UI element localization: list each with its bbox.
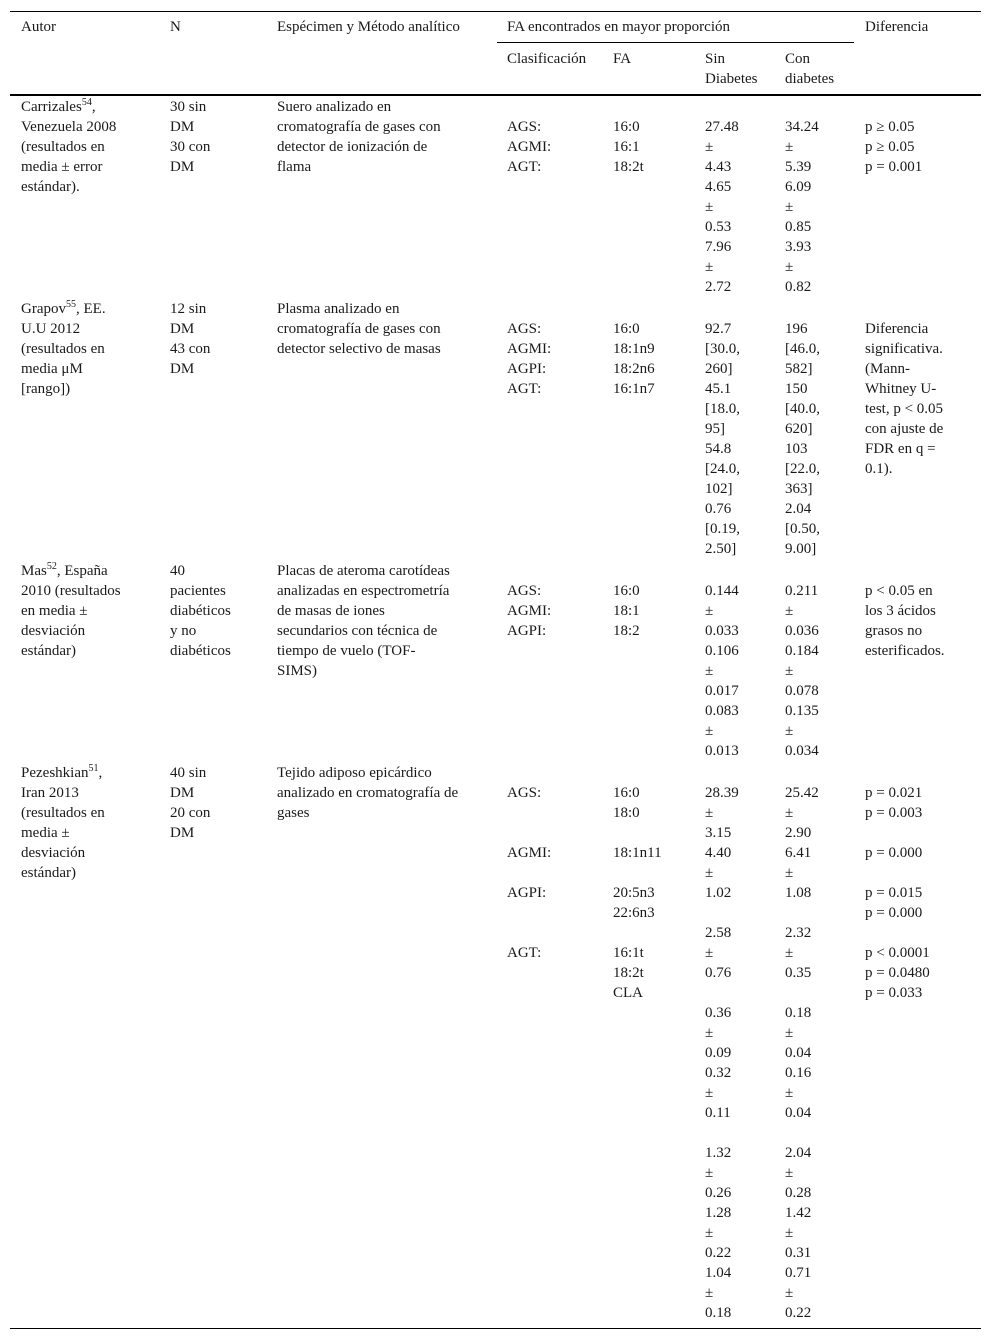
header-clasificacion: Clasificación bbox=[507, 51, 587, 67]
table-row-sin: 0.144 ± 0.033 0.106 ± 0.017 0.083 ± 0.013 bbox=[705, 583, 739, 759]
table-row-n: 12 sin DM 43 con DM bbox=[170, 301, 211, 377]
table-row-specimen: Tejido adiposo epicárdico analizado en cromatografía de gases bbox=[277, 765, 459, 821]
table-row-diferencia: Diferencia significativa. (Mann- Whitney U- test, p < 0.05 con ajuste de FDR en q = 0.1). bbox=[865, 321, 944, 477]
table-row-n: 30 sin DM 30 con DM bbox=[170, 99, 211, 175]
table-row-sin: 92.7 [30.0, 260] 45.1 [18.0, 95] 54.8 [24.0, 102] 0.76 [0.19, 2.50] bbox=[705, 321, 740, 557]
table-row-author: Mas$^{52}$, España 2010 (resultados en media ± desviación estándar) bbox=[21, 561, 121, 659]
table-row-fa: 16:0 18:0 18:1n11 20:5n3 22:6n3 16:1t 18:2t CLA bbox=[613, 785, 662, 1001]
table-row-con: 0.211 ± 0.036 0.184 ± 0.078 0.135 ± 0.034 bbox=[785, 583, 819, 759]
header-autor: Autor bbox=[21, 19, 56, 35]
table-row-clasificacion: AGS: AGMI: AGT: bbox=[507, 119, 552, 175]
table-row-specimen: Plasma analizado en cromatografía de gases con detector selectivo de masas bbox=[277, 301, 441, 357]
table-row-sin: 28.39 ± 3.15 4.40 ± 1.02 2.58 ± 0.76 0.36 ± 0.09 0.32 ± 0.11 1.32 ± 0.26 1.28 ± 0.22 1.04 ± 0.18 bbox=[705, 785, 739, 1321]
table-row-clasificacion: AGS: AGMI: AGPI: AGT: bbox=[507, 321, 552, 397]
bottom-rule bbox=[10, 1328, 981, 1329]
header-fa: FA bbox=[613, 51, 632, 67]
table-row-diferencia: p = 0.021 p = 0.003 p = 0.000 p = 0.015 p = 0.000 p < 0.0001 p = 0.0480 p = 0.033 bbox=[865, 785, 930, 1001]
table-row-author: Grapov$^{55}$, EE. U.U 2012 (resultados en media μM [rango]) bbox=[21, 299, 106, 397]
table-row-diferencia: p ≥ 0.05 p ≥ 0.05 p = 0.001 bbox=[865, 119, 923, 175]
table-row-specimen: Suero analizado en cromatografía de gases con detector de ionización de flama bbox=[277, 99, 441, 175]
table-row-sin: 27.48 ± 4.43 4.65 ± 0.53 7.96 ± 2.72 bbox=[705, 119, 739, 295]
table-row-author: Pezeshkian$^{51}$, Iran 2013 (resultados en media ± desviación estándar) bbox=[21, 763, 105, 881]
header-con-diabetes: Con diabetes bbox=[785, 51, 835, 87]
table-row-n: 40 sin DM 20 con DM bbox=[170, 765, 211, 841]
header-bottom-rule bbox=[10, 94, 981, 96]
table-row-diferencia: p < 0.05 en los 3 ácidos grasos no esterificados. bbox=[865, 583, 945, 659]
header-n: N bbox=[170, 19, 181, 35]
table-row-n: 40 pacientes diabéticos y no diabéticos bbox=[170, 563, 231, 659]
header-fa-group: FA encontrados en mayor proporción bbox=[507, 19, 731, 35]
table-row-con: 25.42 ± 2.90 6.41 ± 1.08 2.32 ± 0.35 0.18 ± 0.04 0.16 ± 0.04 2.04 ± 0.28 1.42 ± 0.31 0.71 ± 0.22 bbox=[785, 785, 819, 1321]
header-diferencia: Diferencia bbox=[865, 19, 929, 35]
table-row-fa: 16:0 16:1 18:2t bbox=[613, 119, 644, 175]
table-row-fa: 16:0 18:1 18:2 bbox=[613, 583, 640, 639]
table-row-fa: 16:0 18:1n9 18:2n6 16:1n7 bbox=[613, 321, 655, 397]
table-row-clasificacion: AGS: AGMI: AGPI: bbox=[507, 583, 552, 639]
table-row-con: 196 [46.0, 582] 150 [40.0, 620] 103 [22.0, 363] 2.04 [0.50, 9.00] bbox=[785, 321, 820, 557]
header-especimen: Espécimen y Método analítico bbox=[277, 19, 460, 35]
table-row-con: 34.24 ± 5.39 6.09 ± 0.85 3.93 ± 0.82 bbox=[785, 119, 819, 295]
table-row-specimen: Placas de ateroma carotídeas analizadas en espectrometría de masas de iones secundarios con técnica de tiempo de vuelo (TOF- SIMS) bbox=[277, 563, 450, 679]
top-rule bbox=[10, 11, 981, 12]
table-row-clasificacion: AGS: AGMI: AGPI: AGT: bbox=[507, 785, 552, 961]
header-sin-diabetes: Sin Diabetes bbox=[705, 51, 758, 87]
table-row-author: Carrizales$^{54}$, Venezuela 2008 (resultados en media ± error estándar). bbox=[21, 97, 117, 195]
fa-group-rule bbox=[497, 42, 854, 43]
